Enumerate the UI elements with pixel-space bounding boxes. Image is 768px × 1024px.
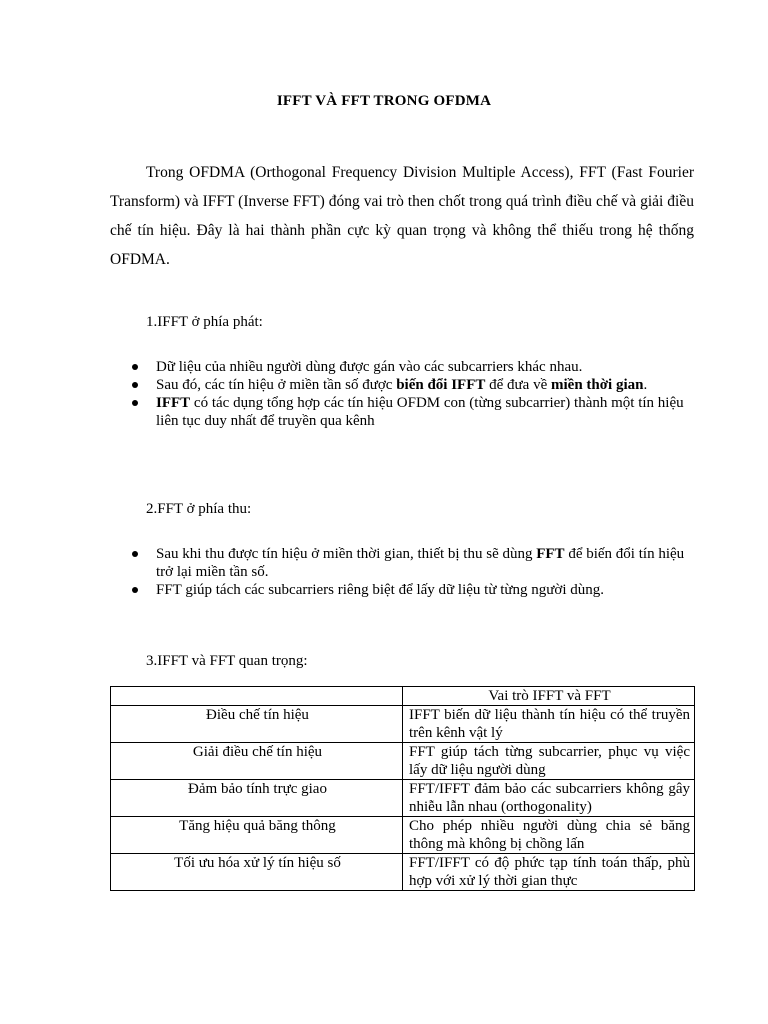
list-item (110, 376, 694, 394)
bullet-text: Dữ liệu của nhiều người dùng được gán vào các subcarriers khác nhau. (156, 359, 583, 375)
bullet-icon (132, 587, 138, 593)
bullet-text: Sau khi thu được tín hiệu ở miền thời gian, thiết bị thu sẽ dùng (156, 546, 537, 562)
table-header-cell (111, 687, 403, 706)
table-row (111, 854, 695, 891)
list-item (110, 581, 694, 599)
table-row (111, 706, 695, 743)
table-cell-role: Cho phép nhiều người dùng chia sẻ băng thông mà không bị chồng lấn (403, 817, 695, 854)
bullet-text: Sau đó, các tín hiệu ở miền tần số được (156, 377, 397, 393)
bullet-icon (132, 364, 138, 370)
table-cell-function: Điều chế tín hiệu (111, 706, 403, 743)
table-row (111, 817, 695, 854)
bold-term: IFFT (156, 395, 191, 411)
table-row (111, 780, 695, 817)
bullet-text: FFT giúp tách các subcarriers riêng biệt để lấy dữ liệu từ từng người dùng. (156, 582, 604, 598)
bold-term: FFT (536, 546, 565, 562)
bullet-text: có tác dụng tổng hợp các tín hiệu OFDM con (từng subcarrier) thành một tín hiệu liên tục duy nhất để truyền qua kênh (156, 395, 684, 429)
ifft-bullet-list (110, 358, 694, 430)
table-cell-role: FFT/IFFT đảm bảo các subcarriers không gây nhiễu lẫn nhau (orthogonality) (403, 780, 695, 817)
table-header-cell: Vai trò IFFT và FFT (403, 687, 695, 706)
table-cell-role: FFT giúp tách từng subcarrier, phục vụ việc lấy dữ liệu người dùng (403, 743, 695, 780)
section-heading-importance: 3.IFFT và FFT quan trọng: (146, 653, 308, 669)
table-row (111, 743, 695, 780)
table-cell-function: Giải điều chế tín hiệu (111, 743, 403, 780)
section-heading-fft-receiver: 2.FFT ở phía thu: (146, 501, 252, 517)
list-item (110, 394, 694, 430)
bullet-icon (132, 382, 138, 388)
roles-table (110, 686, 695, 891)
table-cell-role: IFFT biến dữ liệu thành tín hiệu có thể truyền trên kênh vật lý (403, 706, 695, 743)
document-title: IFFT VÀ FFT TRONG OFDMA (276, 93, 492, 109)
table-cell-function: Đảm bảo tính trực giao (111, 780, 403, 817)
bullet-icon (132, 400, 138, 406)
table-cell-role: FFT/IFFT có độ phức tạp tính toán thấp, phù hợp với xử lý thời gian thực (403, 854, 695, 891)
section-heading-ifft-transmitter: 1.IFFT ở phía phát: (146, 314, 263, 330)
table-cell-function: Tối ưu hóa xử lý tín hiệu số (111, 854, 403, 891)
bullet-icon (132, 551, 138, 557)
intro-paragraph: Trong OFDMA (Orthogonal Frequency Division Multiple Access), FFT (Fast Fourier Transform) và IFFT (Inverse FFT) đóng vai trò then chốt trong quá trình điều chế và giải điều chế tín hiệu. Đây là hai thành phần cực kỳ quan trọng và không thể thiếu trong hệ thống OFDMA. (110, 164, 694, 268)
bullet-text: . (643, 377, 648, 393)
list-item (110, 545, 694, 581)
bold-term: biến đổi IFFT (396, 377, 486, 393)
bullet-text: để biến đổi tín hiệu trở lại miền tần số. (156, 546, 685, 580)
bullet-text: để đưa về (485, 377, 551, 393)
fft-bullet-list (110, 545, 694, 599)
table-cell-function: Tăng hiệu quả băng thông (111, 817, 403, 854)
list-item (110, 358, 694, 376)
bold-term: miền thời gian (551, 377, 644, 393)
table-header-row (111, 687, 695, 706)
